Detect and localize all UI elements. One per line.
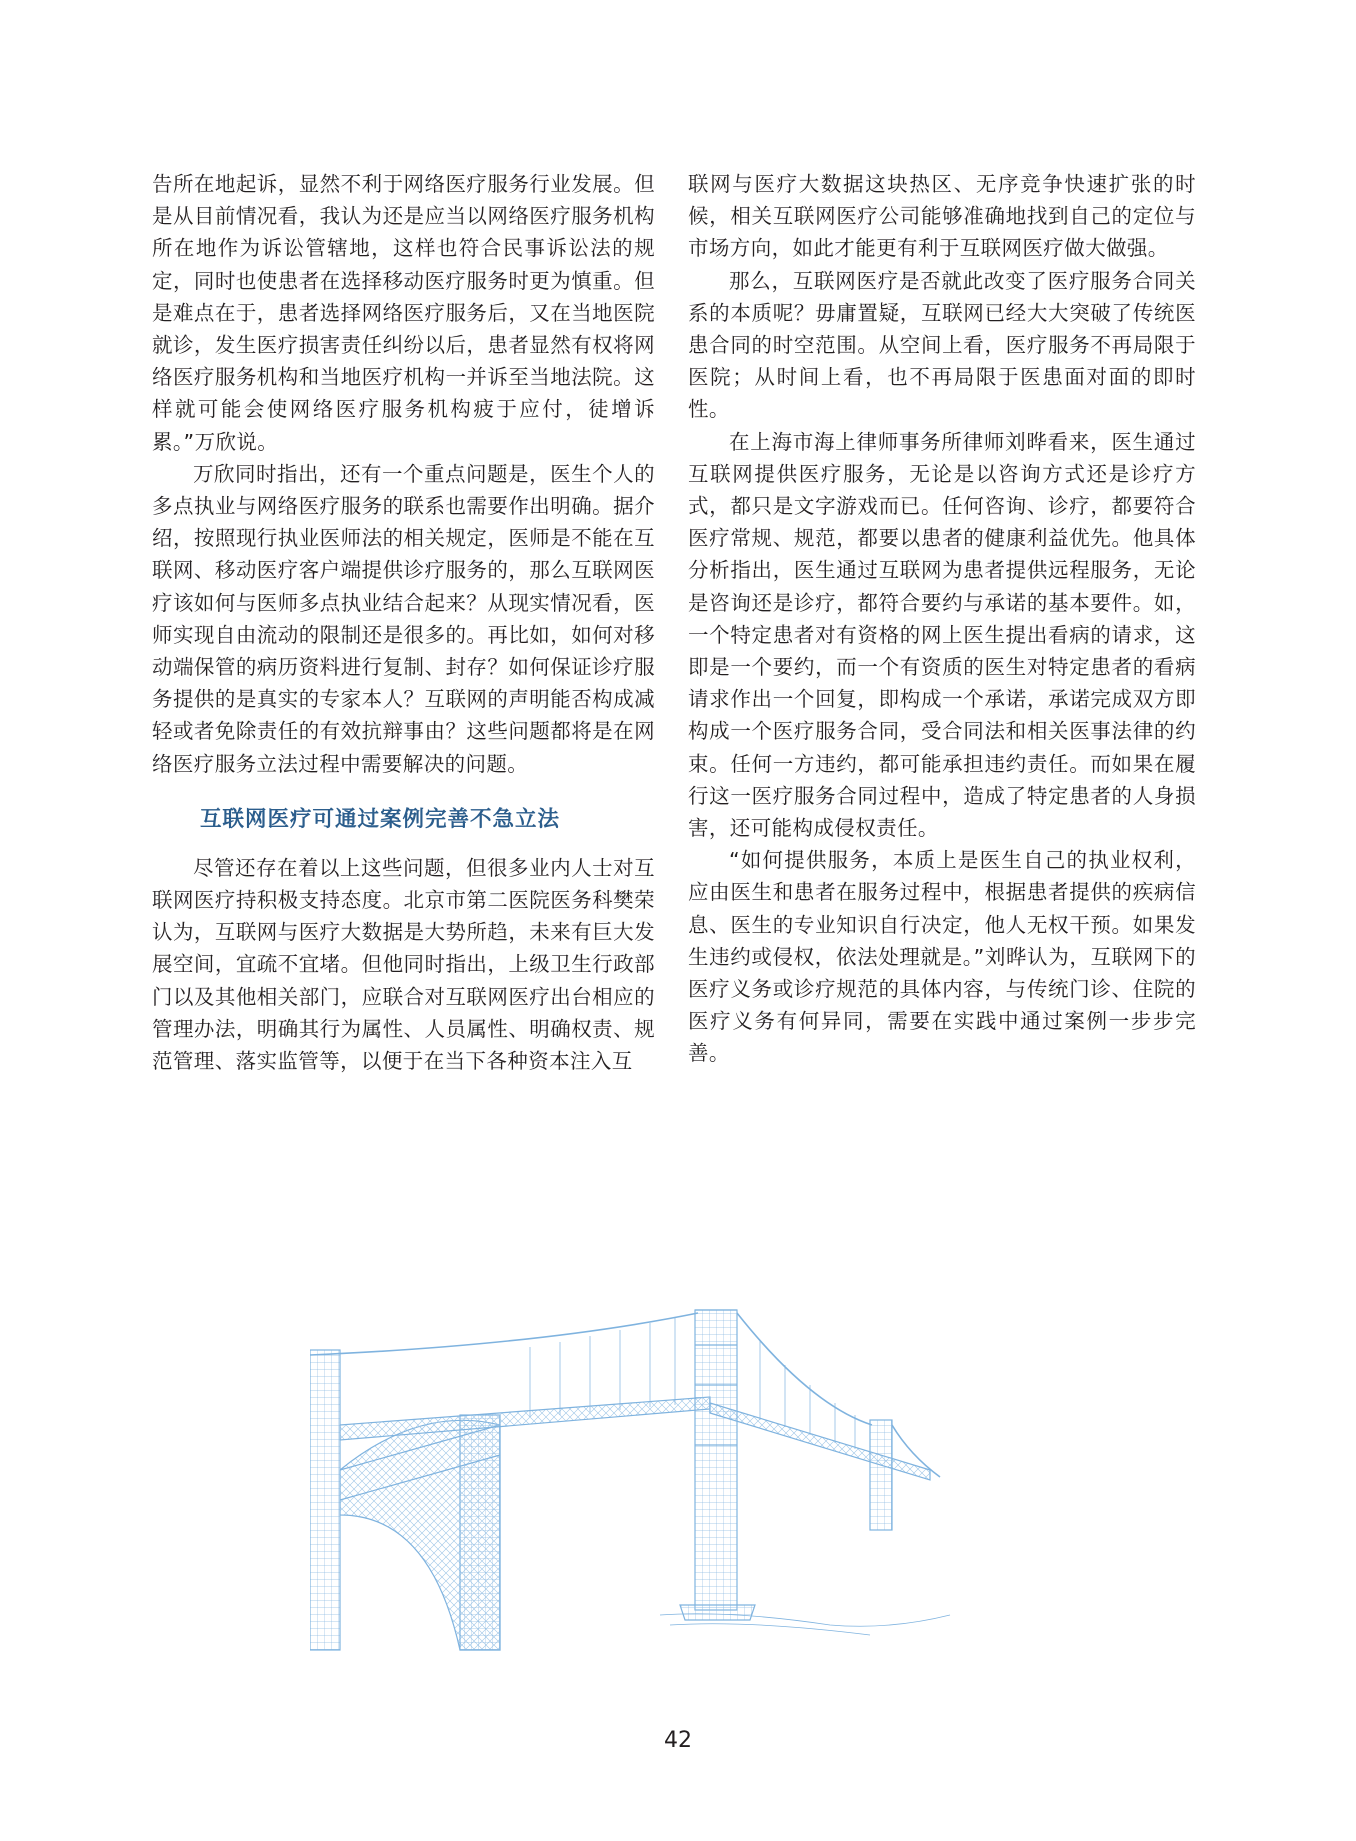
right-column bbox=[688, 168, 1196, 1070]
right-paragraph-4: “如何提供服务，本质上是医生自己的执业权利，应由医生和患者在服务过程中，根据患者提供的疾病信息、医生的专业知识自行决定，他人无权干预。如果发生违约或侵权，依法处理就是。”刘晔认为，互联网下的医疗义务或诊疗规范的具体内容，与传统门诊、住院的医疗义务有何异同，需要在实践中通过案例一步步完善。 bbox=[688, 848, 1196, 1066]
left-column bbox=[152, 168, 655, 1077]
right-paragraph-1: 联网与医疗大数据这块热区、无序竞争快速扩张的时候，相关互联网医疗公司能够准确地找到自己的定位与市场方向，如此才能更有利于互联网医疗做大做强。 bbox=[688, 172, 1196, 261]
left-paragraph-3: 尽管还存在着以上这些问题，但很多业内人士对互联网医疗持积极支持态度。北京市第二医院医务科樊荣认为，互联网与医疗大数据是大势所趋，未来有巨大发展空间，宜疏不宜堵。但他同时指出，上级卫生行政部门以及其他相关部门，应联合对互联网医疗出台相应的管理办法，明确其行为属性、人员属性、明确权责、规范管理、落实监管等，以便于在当下各种资本注入互 bbox=[152, 855, 655, 1074]
left-paragraph-1: 告所在地起诉，显然不利于网络医疗服务行业发展。但是从目前情况看，我认为还是应当以网络医疗服务机构所在地作为诉讼管辖地，这样也符合民事诉讼法的规定，同时也使患者在选择移动医疗服务时更为慎重。但是难点在于，患者选择网络医疗服务后，又在当地医院就诊，发生医疗损害责任纠纷以后，患者显然有权将网络医疗服务机构和当地医疗机构一并诉至当地法院。这样就可能会使网络医疗服务机构疲于应付，徒增诉累。”万欣说。 bbox=[152, 172, 655, 454]
page-number: 42 bbox=[664, 1728, 692, 1753]
right-paragraph-2: 那么，互联网医疗是否就此改变了医疗服务合同关系的本质呢？毋庸置疑，互联网已经大大突破了传统医患合同的时空范围。从空间上看，医疗服务不再局限于医院；从时间上看，也不再局限于医患面对面的即时性。 bbox=[688, 268, 1196, 422]
left-paragraph-2: 万欣同时指出，还有一个重点问题是，医生个人的多点执业与网络医疗服务的联系也需要作出明确。据介绍，按照现行执业医师法的相关规定，医师是不能在互联网、移动医疗客户端提供诊疗服务的，那么互联网医疗该如何与医师多点执业结合起来？从现实情况看，医师实现自由流动的限制还是很多的。再比如，如何对移动端保管的病历资料进行复制、封存？如何保证诊疗服务提供的是真实的专家本人？互联网的声明能否构成减轻或者免除责任的有效抗辩事由？这些问题都将是在网络医疗服务立法过程中需要解决的问题。 bbox=[152, 461, 655, 776]
section-heading: 互联网医疗可通过案例完善不急立法 bbox=[200, 806, 561, 832]
right-paragraph-3: 在上海市海上律师事务所律师刘晔看来，医生通过互联网提供医疗服务，无论是以咨询方式还是诊疗方式，都只是文字游戏而已。任何咨询、诊疗，都要符合医疗常规、规范，都要以患者的健康利益优先。他具体分析指出，医生通过互联网为患者提供远程服务，无论是咨询还是诊疗，都符合要约与承诺的基本要件。如，一个特定患者对有资格的网上医生提出看病的请求，这即是一个要约，而一个有资质的医生对特定患者的看病请求作出一个回复，即构成一个承诺，承诺完成双方即构成一个医疗服务合同，受合同法和相关医事法律的约束。任何一方违约，都可能承担违约责任。而如果在履行这一医疗服务合同过程中，造成了特定患者的人身损害，还可能构成侵权责任。 bbox=[688, 429, 1196, 841]
bridge-illustration bbox=[310, 1285, 1090, 1655]
